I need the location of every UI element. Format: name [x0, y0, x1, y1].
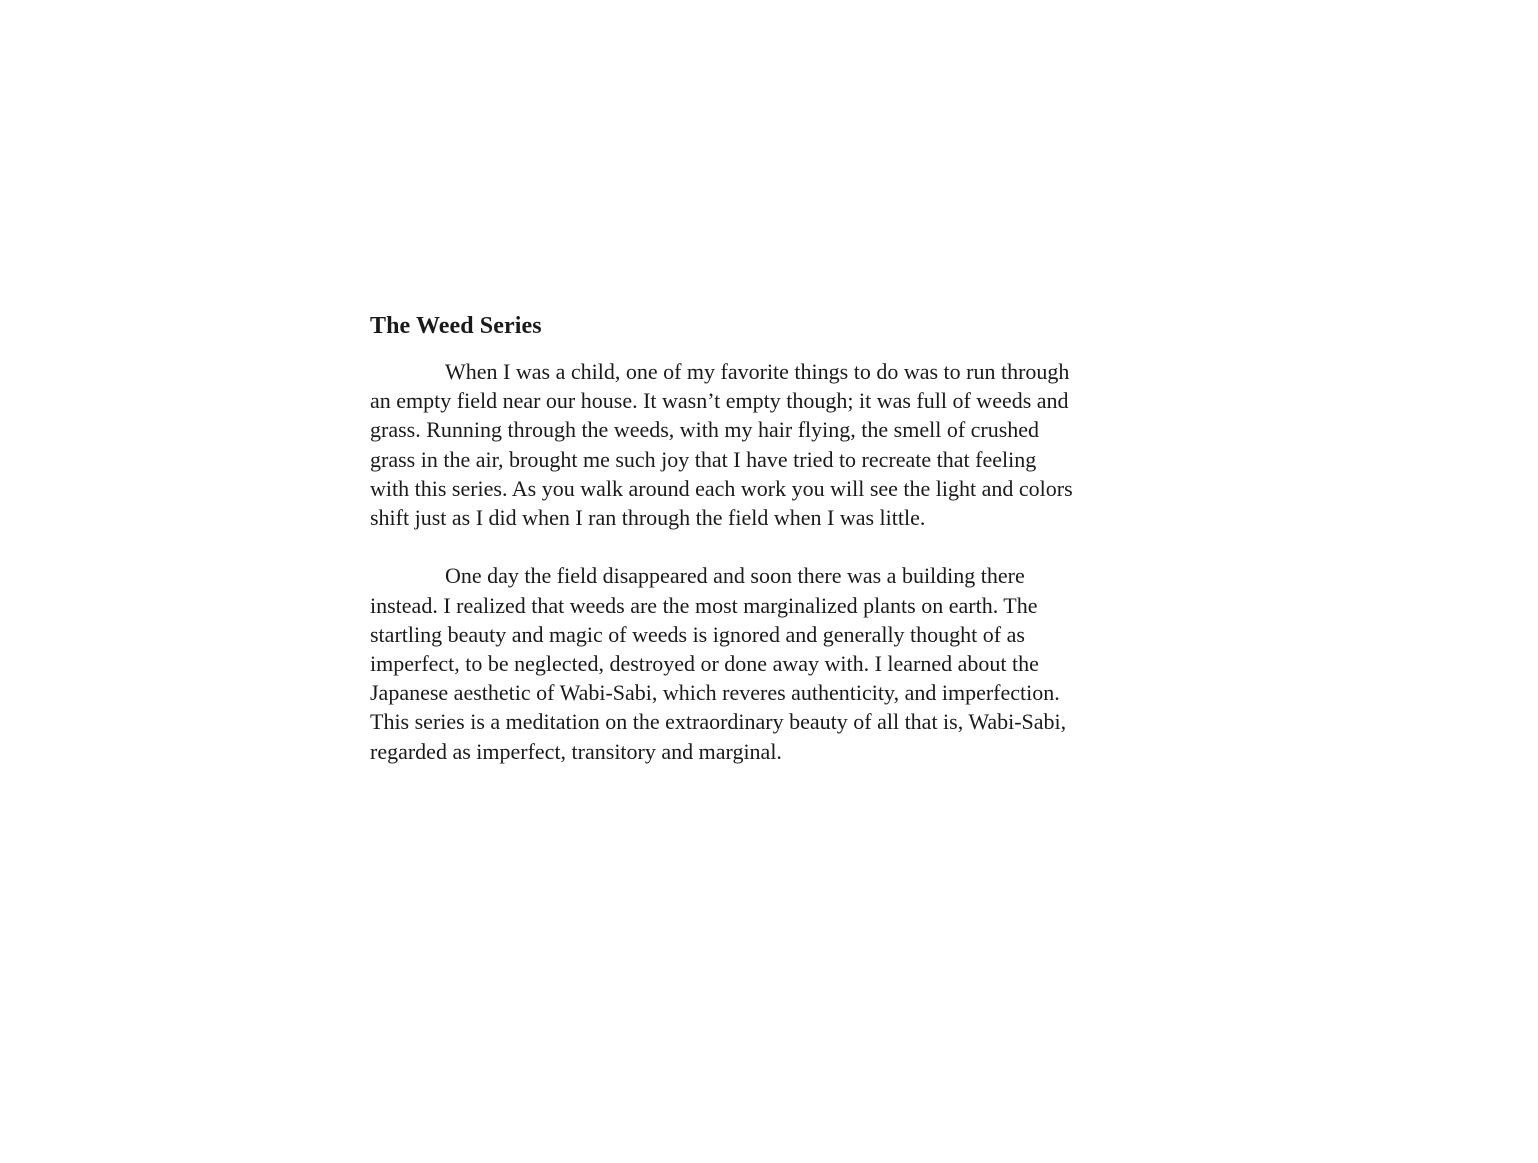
paragraph-spacer	[370, 532, 1170, 561]
paragraph-line: an empty field near our house. It wasn’t empty though; it was full of weeds and	[370, 388, 1069, 414]
paragraph-line: regarded as imperfect, transitory and marginal.	[370, 738, 782, 764]
paragraph-2	[370, 561, 1170, 765]
paragraph-line: imperfect, to be neglected, destroyed or done away with. I learned about the	[370, 651, 1039, 677]
paragraph-line: When I was a child, one of my favorite things to do was to run through	[445, 359, 1070, 384]
paragraph-line: startling beauty and magic of weeds is ignored and generally thought of as	[370, 621, 1025, 647]
paragraph-line: One day the field disappeared and soon there was a building there	[445, 563, 1025, 589]
paragraph-line: shift just as I did when I ran through the field when I was little.	[370, 505, 926, 531]
paragraph-line: with this series. As you walk around each work you will see the light and colors	[370, 475, 1073, 501]
paragraph-line: instead. I realized that weeds are the most marginalized plants on earth. The	[370, 592, 1038, 618]
paragraph-line: grass. Running through the weeds, with my hair flying, the smell of crushed	[370, 417, 1040, 443]
text-block	[370, 309, 1170, 766]
paragraph-line: grass in the air, brought me such joy that I have tried to recreate that feeling	[370, 446, 1037, 472]
paragraph-line: Japanese aesthetic of Wabi-Sabi, which reveres authenticity, and imperfection.	[370, 680, 1060, 706]
paragraph-1	[370, 357, 1170, 532]
document-title: The Weed Series	[370, 313, 542, 339]
paragraph-line: This series is a meditation on the extraordinary beauty of all that is, Wabi-Sabi,	[370, 709, 1067, 735]
